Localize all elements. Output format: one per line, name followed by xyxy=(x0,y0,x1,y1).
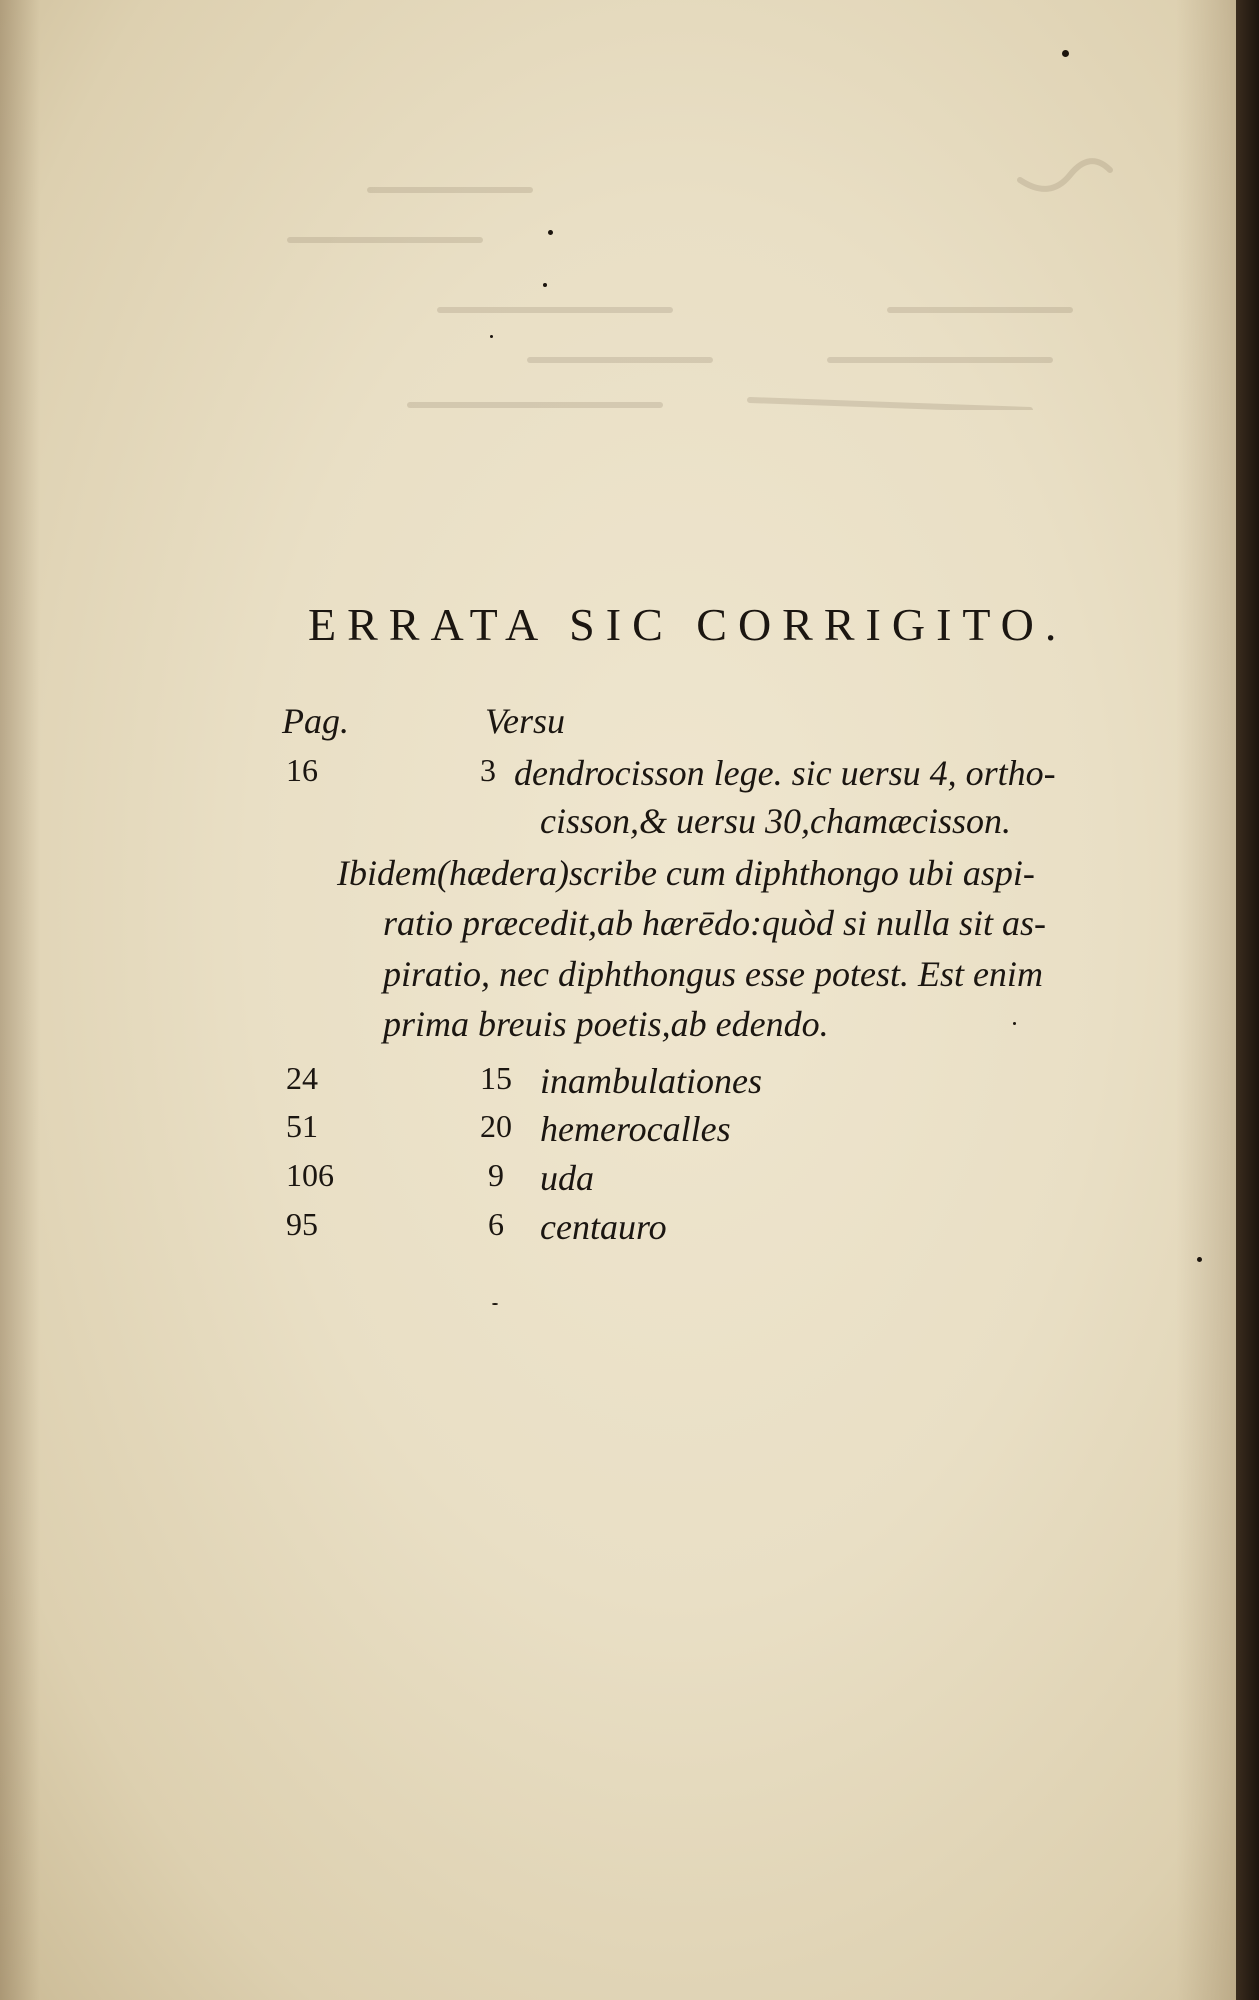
binding-shadow xyxy=(0,0,40,2000)
column-header-page: Pag. xyxy=(282,701,349,741)
paper-speck xyxy=(1013,1022,1016,1025)
paper-speck xyxy=(548,230,553,235)
page-number: 16 xyxy=(286,752,318,788)
paper-speck xyxy=(492,1303,498,1305)
errata-entry xyxy=(0,1060,1236,1110)
errata-heading: ERRATA SIC CORRIGITO. xyxy=(308,599,1068,650)
paper-speck xyxy=(490,335,493,338)
correction-text: centauro xyxy=(540,1207,667,1247)
paper-speck xyxy=(543,283,547,287)
paper-speck xyxy=(1062,50,1069,57)
paper-speck xyxy=(1197,1257,1202,1262)
correction-continuation: cisson,& uersu 30,chamæcisson. xyxy=(540,801,1011,841)
note-line: prima breuis poetis,ab edendo. xyxy=(383,1004,829,1044)
bleed-through-strokes xyxy=(270,150,1130,410)
bleed-through-shape xyxy=(270,150,1130,410)
line-number: 3 xyxy=(480,752,496,788)
errata-entry xyxy=(0,1157,1236,1207)
book-edge xyxy=(1236,0,1259,2000)
page-number: 51 xyxy=(286,1108,318,1144)
line-number: 20 xyxy=(480,1108,512,1144)
errata-entry xyxy=(0,1206,1236,1256)
note-line: piratio, nec diphthongus esse potest. Est enim xyxy=(383,954,1043,994)
correction-text: inambulationes xyxy=(540,1061,762,1101)
errata-entry xyxy=(0,1108,1236,1158)
line-number: 15 xyxy=(480,1060,512,1096)
correction-text: uda xyxy=(540,1158,594,1198)
note-line: ratio præcedit,ab hærēdo:quòd si nulla sit as- xyxy=(383,903,1047,943)
page-number: 24 xyxy=(286,1060,318,1096)
page-edge-shadow xyxy=(1176,0,1236,2000)
note-line: Ibidem(hædera)scribe cum diphthongo ubi aspi- xyxy=(337,853,1035,893)
page-number: 106 xyxy=(286,1157,334,1193)
column-header-verse: Versu xyxy=(485,701,565,741)
line-number: 6 xyxy=(488,1206,504,1242)
correction-text: hemerocalles xyxy=(540,1109,731,1149)
errata-entry xyxy=(0,752,1236,802)
line-number: 9 xyxy=(488,1157,504,1193)
page-number: 95 xyxy=(286,1206,318,1242)
correction-text: dendrocisson lege. sic uersu 4, ortho- xyxy=(514,753,1056,793)
